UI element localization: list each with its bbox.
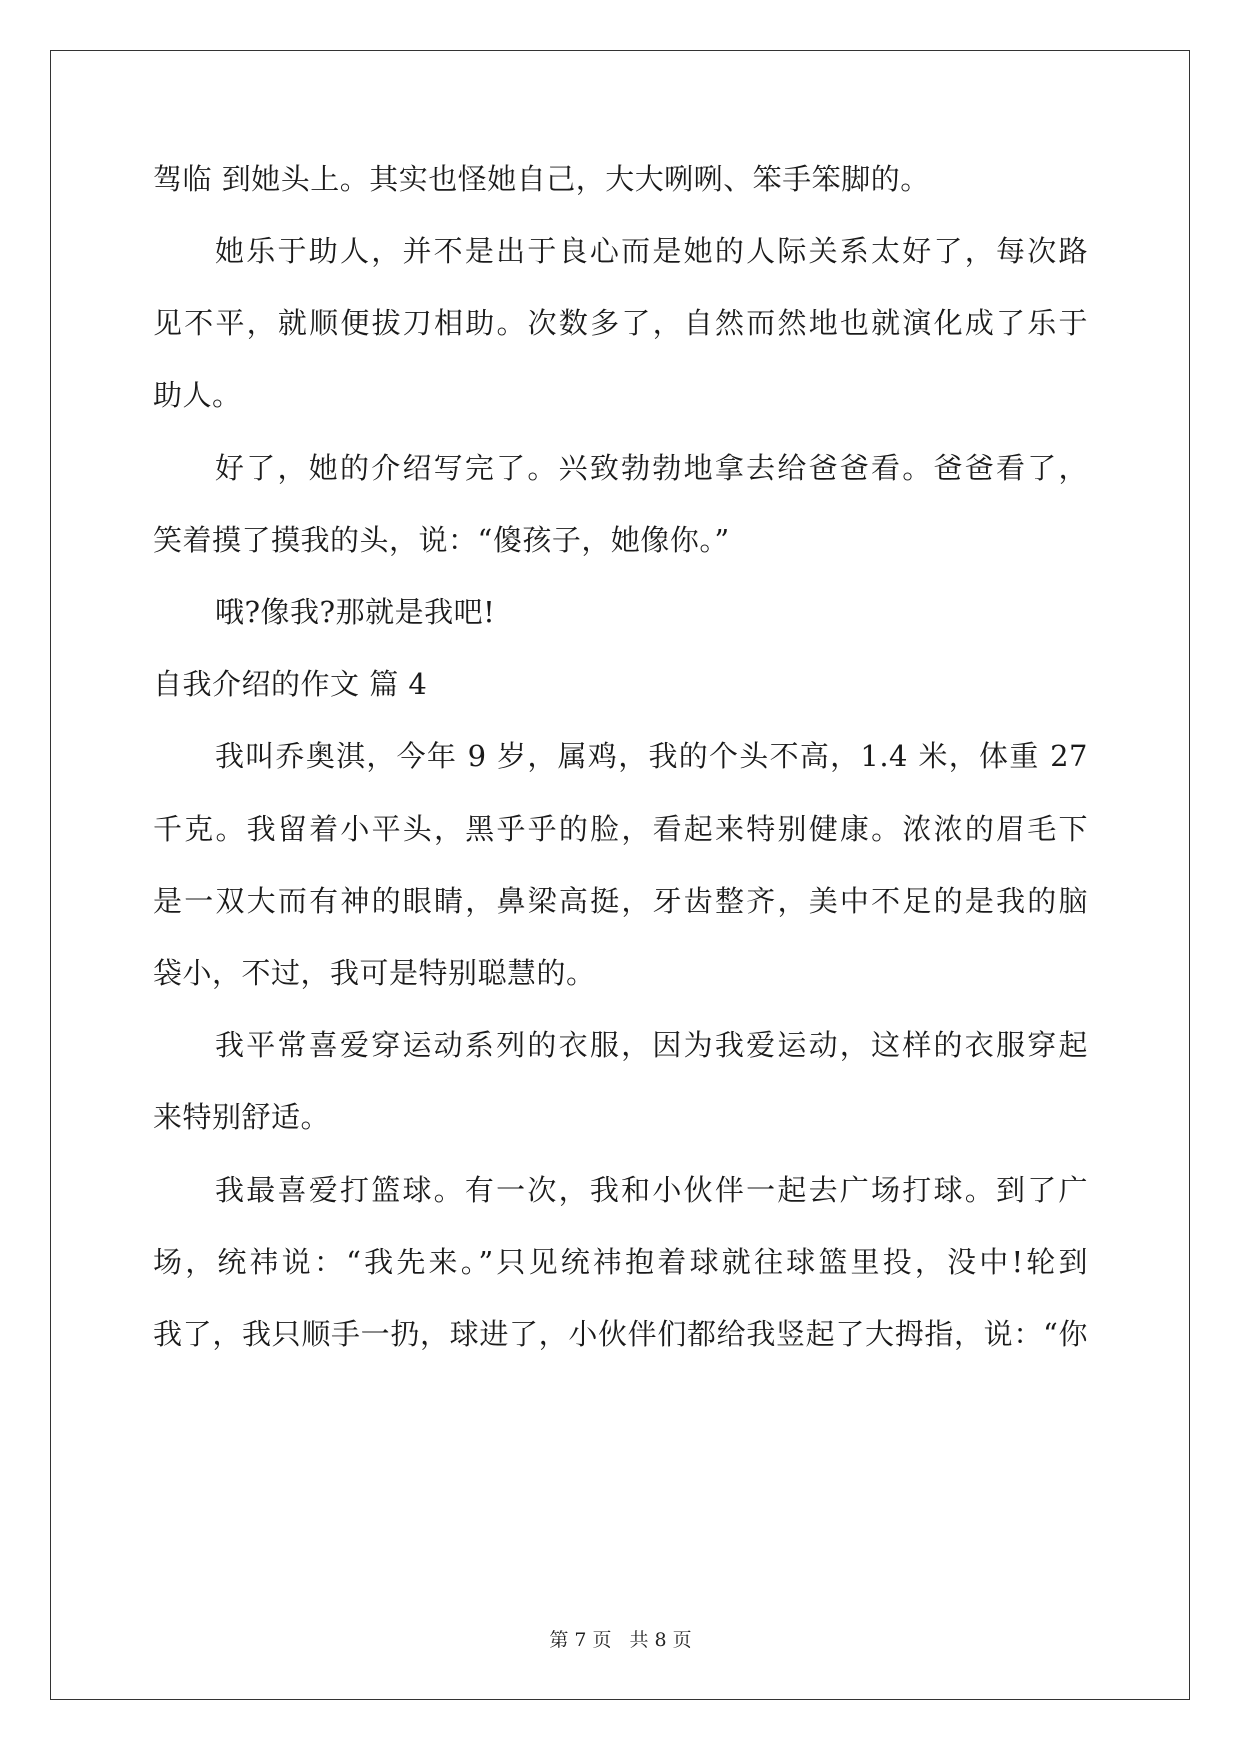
paragraph-line: 见不平，就顺便拔刀相助。次数多了，自然而然地也就演化成了乐于	[153, 306, 1088, 340]
paragraph-line: 我平常喜爱穿运动系列的衣服，因为我爱运动，这样的衣服穿起	[215, 1028, 1088, 1062]
paragraph-line: 她乐于助人，并不是出于良心而是她的人际关系太好了，每次路	[215, 234, 1088, 268]
paragraph-line: 我了，我只顺手一扔，球进了，小伙伴们都给我竖起了大拇指，说：“你	[153, 1317, 1088, 1351]
paragraph-line: 千克。我留着小平头，黑乎乎的脸，看起来特别健康。浓浓的眉毛下	[153, 812, 1088, 846]
page-total: 共 8 页	[629, 1629, 692, 1651]
paragraph-line: 好了，她的介绍写完了。兴致勃勃地拿去给爸爸看。爸爸看了，	[215, 451, 1088, 485]
paragraph-line: 助人。	[153, 378, 242, 412]
paragraph-line: 哦?像我?那就是我吧!	[215, 595, 496, 629]
paragraph-line: 我叫乔奥淇，今年 9 岁，属鸡，我的个头不高，1.4 米，体重 27	[215, 739, 1088, 773]
page-footer	[0, 1625, 1241, 1652]
paragraph-line: 我最喜爱打篮球。有一次，我和小伙伴一起去广场打球。到了广	[215, 1173, 1088, 1207]
paragraph-line: 是一双大而有神的眼睛，鼻梁高挺，牙齿整齐，美中不足的是我的脑	[153, 884, 1088, 918]
page-border	[50, 50, 1190, 1700]
paragraph-line: 来特别舒适。	[153, 1100, 331, 1134]
page-number: 第 7 页	[549, 1629, 612, 1651]
section-heading: 自我介绍的作文 篇 4	[153, 667, 428, 701]
paragraph-line: 袋小，不过，我可是特别聪慧的。	[153, 956, 596, 990]
paragraph-line: 驾临 到她头上。其实也怪她自己，大大咧咧、笨手笨脚的。	[153, 162, 930, 196]
paragraph-line: 场，统祎说：“我先来。”只见统祎抱着球就往球篮里投，没中!轮到	[153, 1245, 1088, 1279]
paragraph-line: 笑着摸了摸我的头，说：“傻孩子，她像你。”	[153, 523, 730, 557]
